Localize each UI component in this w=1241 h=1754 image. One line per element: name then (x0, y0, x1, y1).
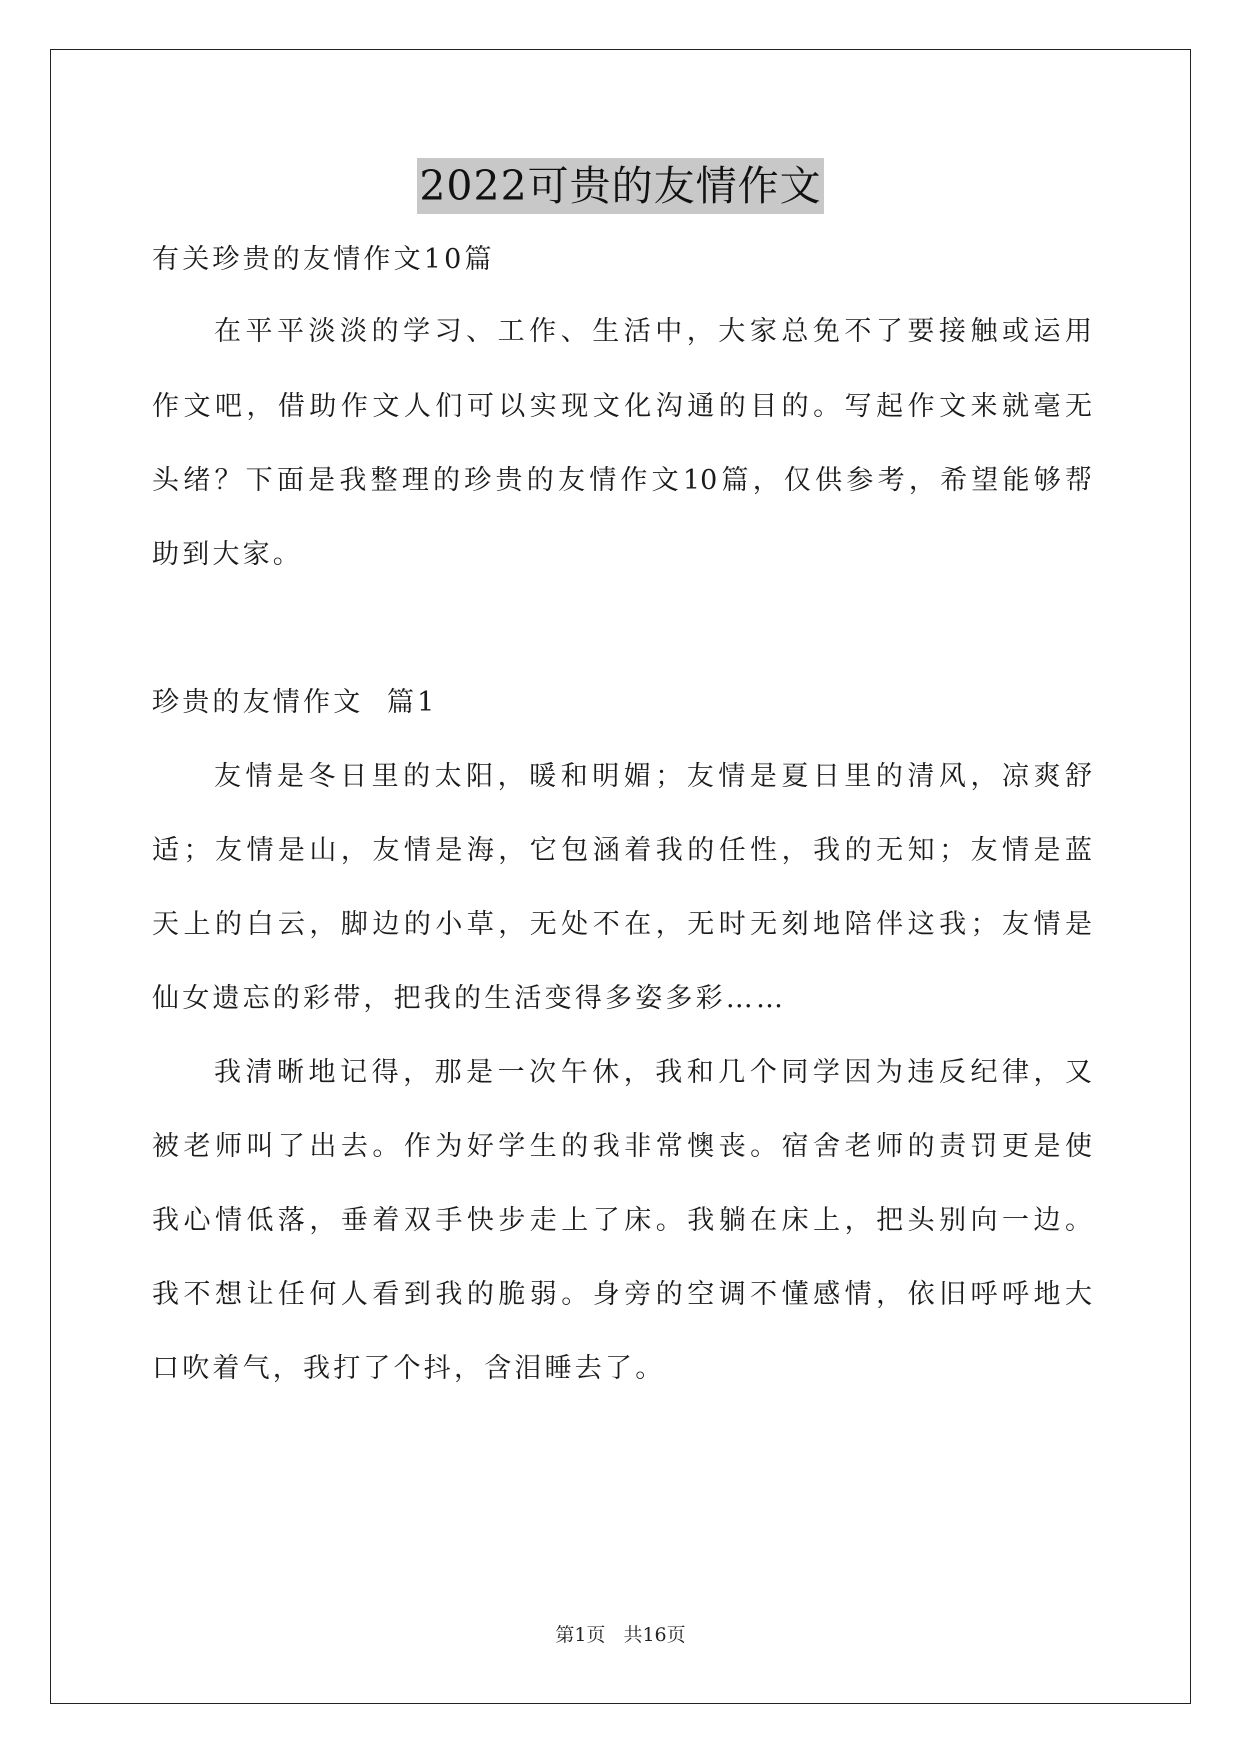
page-border (50, 49, 1191, 1704)
document-title: 2022可贵的友情作文 (417, 158, 823, 214)
page-total: 共16页 (623, 1624, 686, 1646)
paragraph-line: 我心情低落，垂着双手快步走上了床。我躺在床上，把头别向一边。 (152, 1205, 1092, 1236)
paragraph-line: 友情是冬日里的太阳，暖和明媚；友情是夏日里的清风，凉爽舒 (214, 761, 1092, 792)
paragraph-line: 适；友情是山，友情是海，它包涵着我的任性，我的无知；友情是蓝 (152, 835, 1092, 866)
paragraph-line: 口吹着气，我打了个抖，含泪睡去了。 (152, 1353, 666, 1384)
paragraph-line: 我不想让任何人看到我的脆弱。身旁的空调不懂感情，依旧呼呼地大 (152, 1279, 1092, 1310)
intro-line: 在平平淡淡的学习、工作、生活中，大家总免不了要接触或运用 (214, 316, 1092, 347)
intro-line: 头绪？下面是我整理的珍贵的友情作文10篇，仅供参考，希望能够帮 (152, 465, 1092, 496)
paragraph-line: 我清晰地记得，那是一次午休，我和几个同学因为违反纪律，又 (214, 1057, 1092, 1088)
paragraph-line: 天上的白云，脚边的小草，无处不在，无时无刻地陪伴这我；友情是 (152, 909, 1092, 940)
page-number: 第1页 (555, 1624, 606, 1646)
subtitle: 有关珍贵的友情作文10篇 (152, 244, 495, 275)
paragraph-line: 仙女遗忘的彩带，把我的生活变得多姿多彩…… (152, 983, 787, 1014)
section-heading: 珍贵的友情作文 篇1 (152, 687, 438, 718)
intro-line: 助到大家。 (152, 539, 303, 570)
page-footer (0, 1620, 1241, 1647)
title-container (0, 158, 1241, 214)
intro-line: 作文吧，借助作文人们可以实现文化沟通的目的。写起作文来就毫无 (152, 391, 1092, 422)
paragraph-line: 被老师叫了出去。作为好学生的我非常懊丧。宿舍老师的责罚更是使 (152, 1131, 1092, 1162)
